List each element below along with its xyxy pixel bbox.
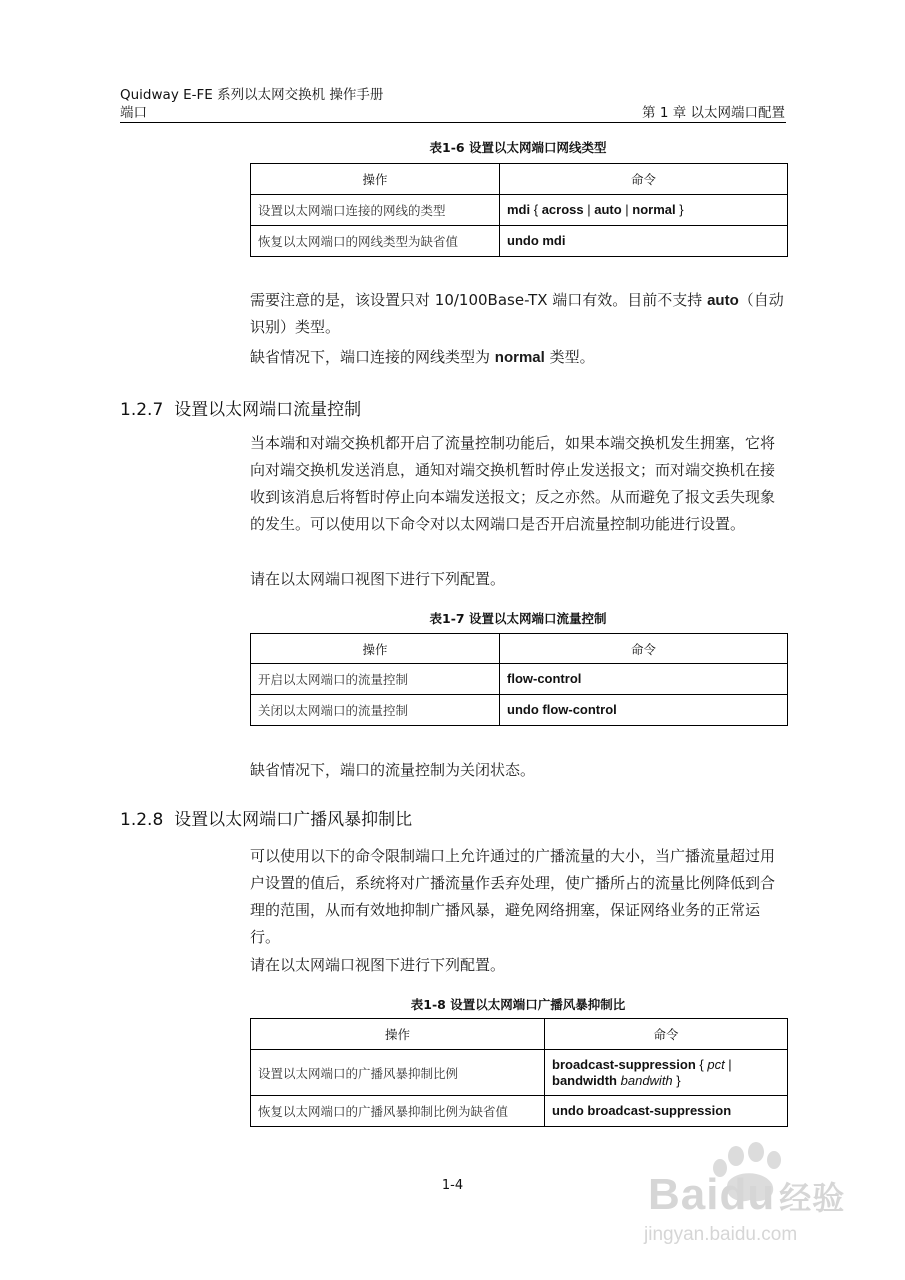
cmd-syntax: { [530, 202, 542, 217]
paragraph-mdi-default [250, 344, 787, 371]
watermark-brand [648, 1170, 845, 1220]
cmd-syntax: | [621, 202, 633, 217]
table-cell-op: 设置以太网端口连接的网线的类型 [251, 195, 500, 226]
text: （自动识别）类型。 [250, 291, 784, 336]
table-header-cmd: 命令 [545, 1019, 788, 1050]
watermark-url: jingyan.baidu.com [644, 1224, 798, 1245]
table-row [251, 1096, 788, 1127]
table-cell-cmd: undo flow-control [500, 695, 788, 726]
table-cell-cmd [545, 1050, 788, 1096]
cmd-keyword: normal [632, 202, 676, 217]
table-header-op: 操作 [251, 1019, 545, 1050]
table-header-op: 操作 [251, 634, 500, 664]
text: 需要注意的是，该设置只对 10/100Base-TX 端口有效。目前不支持 [250, 291, 708, 309]
watermark-brand-text: Baidu [648, 1170, 776, 1219]
paragraph-flow-view: 请在以太网端口视图下进行下列配置。 [250, 570, 506, 588]
header-chapter-label: 第 1 章 以太网端口配置 [642, 105, 785, 121]
table-cell-cmd: flow-control [500, 664, 788, 695]
header-section-label: 端口 [120, 105, 147, 121]
cmd-argument: pct [707, 1056, 725, 1072]
cmd-keyword: mdi [507, 202, 531, 217]
watermark-brand-cn: 经验 [779, 1180, 846, 1216]
cmd-syntax: | [583, 202, 595, 217]
keyword: auto [707, 292, 739, 309]
table-1-6-caption: 表1-6 设置以太网端口网线类型 [429, 140, 607, 155]
table-row [251, 695, 788, 726]
table-1-6 [250, 163, 788, 257]
cmd-keyword: auto [594, 202, 622, 217]
section-number: 1.2.8 [120, 810, 164, 830]
text: 缺省情况下，端口连接的网线类型为 [250, 348, 495, 366]
table-row [251, 195, 788, 226]
cmd-syntax: | [724, 1056, 732, 1072]
table-1-8-caption: 表1-8 设置以太网端口广播风暴抑制比 [410, 997, 626, 1012]
table-header-op: 操作 [251, 164, 500, 195]
cmd-syntax: } [672, 1072, 681, 1088]
cmd-keyword: broadcast-suppression [552, 1056, 696, 1072]
paragraph-broadcast-description: 可以使用以下的命令限制端口上允许通过的广播流量的大小，当广播流量超过用户设置的值后，系统将对广播流量作丢弃处理，使广播所占的流量比例降低到合理的范围，从而有效地抑制广播风暴，避免网络拥塞，保证网络业务的正常运行。 [250, 847, 776, 946]
header-divider [120, 122, 786, 123]
table-1-8 [250, 1018, 788, 1127]
table-1-7-caption: 表1-7 设置以太网端口流量控制 [429, 611, 607, 626]
cmd-keyword: bandwidth [552, 1072, 617, 1088]
baidu-jingyan-watermark [640, 1142, 870, 1262]
table-row [251, 664, 788, 695]
cmd-syntax: { [695, 1056, 708, 1072]
table-cell-op: 设置以太网端口的广播风暴抑制比例 [251, 1050, 545, 1096]
table-header-cmd: 命令 [500, 164, 788, 195]
section-heading-1-2-7 [120, 395, 361, 420]
table-cell-op: 恢复以太网端口的广播风暴抑制比例为缺省值 [251, 1096, 545, 1127]
table-header-cmd: 命令 [500, 634, 788, 664]
cmd-keyword: across [541, 202, 584, 217]
table-1-7 [250, 633, 788, 726]
table-row [251, 226, 788, 257]
section-heading-1-2-8 [120, 805, 412, 830]
table-cell-cmd: undo broadcast-suppression [545, 1096, 788, 1127]
table-cell-op: 开启以太网端口的流量控制 [251, 664, 500, 695]
table-cell-op: 恢复以太网端口的网线类型为缺省值 [251, 226, 500, 257]
table-row [251, 1050, 788, 1096]
table-cell-cmd: undo mdi [500, 226, 788, 257]
cmd-syntax: } [675, 202, 684, 217]
table-cell-op: 关闭以太网端口的流量控制 [251, 695, 500, 726]
section-number: 1.2.7 [120, 400, 164, 420]
table-cell-cmd [500, 195, 788, 226]
section-title: 设置以太网端口广播风暴抑制比 [174, 810, 413, 830]
manual-title: Quidway E-FE 系列以太网交换机 操作手册 [120, 87, 384, 103]
text: 类型。 [544, 348, 595, 366]
page-number: 1-4 [441, 1178, 464, 1193]
paragraph-broadcast-view: 请在以太网端口视图下进行下列配置。 [250, 956, 506, 974]
paragraph-flow-default: 缺省情况下，端口的流量控制为关闭状态。 [250, 761, 536, 779]
paragraph-flow-description: 当本端和对端交换机都开启了流量控制功能后，如果本端交换机发生拥塞，它将向对端交换机发送消息，通知对端交换机暂时停止发送报文；而对端交换机在接收到该消息后将暂时停止向本端发送报文；反之亦然。从而避免了报文丢失现象的发生。可以使用以下命令对以太网端口是否开启流量控制功能进行设置。 [250, 434, 776, 533]
cmd-argument: bandwith [620, 1072, 673, 1088]
section-title: 设置以太网端口流量控制 [174, 400, 362, 420]
keyword: normal [494, 349, 545, 366]
paragraph-mdi-note [250, 287, 787, 341]
